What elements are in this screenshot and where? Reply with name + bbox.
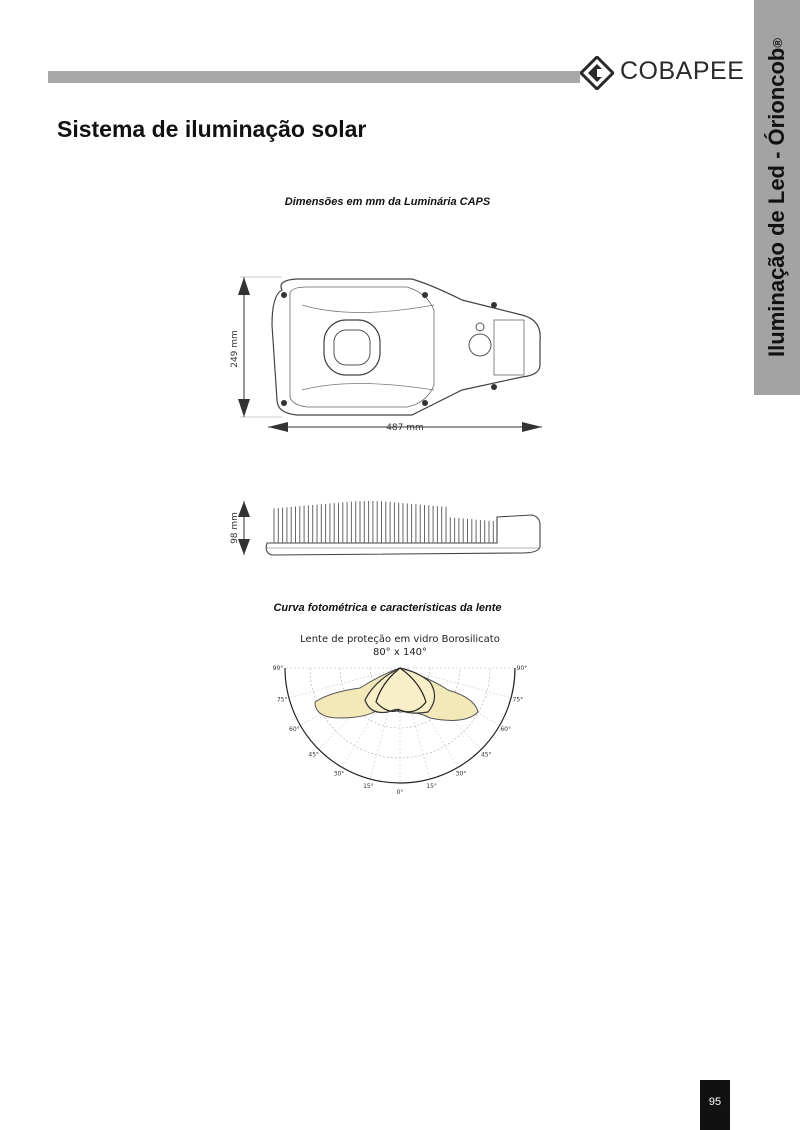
- lens-title: Lente de proteção em vidro Borosilicato: [300, 634, 500, 645]
- brand-name: COBAPEE: [620, 57, 745, 85]
- polar-angle-label: 90°: [516, 665, 528, 672]
- page-number-box: [700, 1080, 730, 1130]
- page-title: Sistema de iluminação solar: [57, 116, 367, 142]
- polar-angle-label: 30°: [455, 770, 467, 778]
- dimensions-caption: Dimensões em mm da Luminária CAPS: [284, 196, 491, 208]
- polar-angle-label: 90°: [272, 665, 284, 672]
- side-height-dimension-label: 98 mm: [230, 512, 240, 544]
- polar-angle-label: 75°: [276, 696, 288, 704]
- side-tab-title-text: Iluminação de Led - Órioncob: [764, 47, 789, 357]
- polar-angle-label: 0°: [396, 789, 404, 795]
- lens-angle: 80° x 140°: [372, 647, 428, 658]
- polar-angle-label: 60°: [289, 726, 300, 733]
- polar-angle-label: 60°: [500, 726, 511, 733]
- photometric-curve: [270, 630, 530, 795]
- polar-angle-label: 45°: [480, 751, 492, 759]
- width-dimension-label: 487 mm: [386, 423, 424, 433]
- luminaire-side-view: [222, 495, 552, 560]
- polar-angle-label: 15°: [363, 782, 374, 790]
- height-dimension-label: 249 mm: [230, 330, 240, 368]
- photometric-caption: Curva fotométrica e características da lente: [273, 602, 502, 614]
- header-bar: [48, 71, 580, 83]
- polar-angle-label: 30°: [333, 770, 345, 778]
- polar-angle-label: 15°: [426, 782, 437, 790]
- polar-angle-label: 45°: [308, 751, 320, 759]
- registered-mark: ®: [769, 38, 785, 48]
- cobapee-diamond-logo-icon: [580, 56, 614, 90]
- luminaire-top-view: [222, 265, 552, 440]
- page-number: 95: [708, 1096, 722, 1108]
- polar-angle-label: 75°: [512, 696, 524, 704]
- brand-logo: [580, 52, 745, 92]
